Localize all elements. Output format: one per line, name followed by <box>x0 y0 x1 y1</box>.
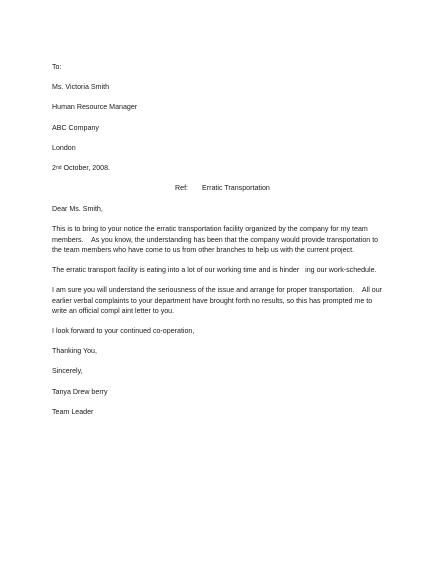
date-suffix: nd <box>55 165 62 171</box>
salutation: Dear Ms. Smith, <box>52 205 103 213</box>
signer-title: Team Leader <box>52 408 94 416</box>
paragraph-4: I look forward to your continued co-operation, <box>52 327 195 335</box>
paragraph-3-line: earlier verbal complaints to your department have brought forth no results, so this has prompted me to <box>52 296 373 305</box>
closing-sincerely: Sincerely, <box>52 367 83 375</box>
letter-date <box>52 163 110 174</box>
paragraph-3 <box>52 285 388 317</box>
city: London <box>52 144 76 152</box>
ref-subject: Erratic Transportation <box>202 184 270 192</box>
signer-name: Tanya Drew berry <box>52 388 108 396</box>
ref-label: Ref: <box>175 184 189 192</box>
paragraph-1-line: This is to bring to your notice the erratic transportation facility organized by the company for my team <box>52 225 368 233</box>
paragraph-2: The erratic transport facility is eating into a lot of our working time and is hinder ing our work-schedule. <box>52 266 377 274</box>
reference-line <box>175 183 270 194</box>
date-rest: October, 2008. <box>61 164 111 172</box>
closing-thanks: Thanking You, <box>52 347 97 355</box>
paragraph-3-line: I am sure you will understand the seriousness of the issue and arrange for proper transportation. All our <box>52 286 383 294</box>
recipient-name: Ms. Victoria Smith <box>52 83 110 91</box>
paragraph-1-line: members. As you know, the understanding has been that the company would provide transportation to <box>52 235 379 244</box>
company-name: ABC Company <box>52 124 99 132</box>
paragraph-1-line: the team members who have come to us from other branches to help us with the current project. <box>52 246 355 255</box>
paragraph-1 <box>52 224 388 256</box>
to-label: To: <box>52 63 62 71</box>
paragraph-3-line: write an official compl aint letter to you. <box>52 307 175 316</box>
recipient-title: Human Resource Manager <box>52 103 138 111</box>
date-day: 2 <box>52 164 56 172</box>
